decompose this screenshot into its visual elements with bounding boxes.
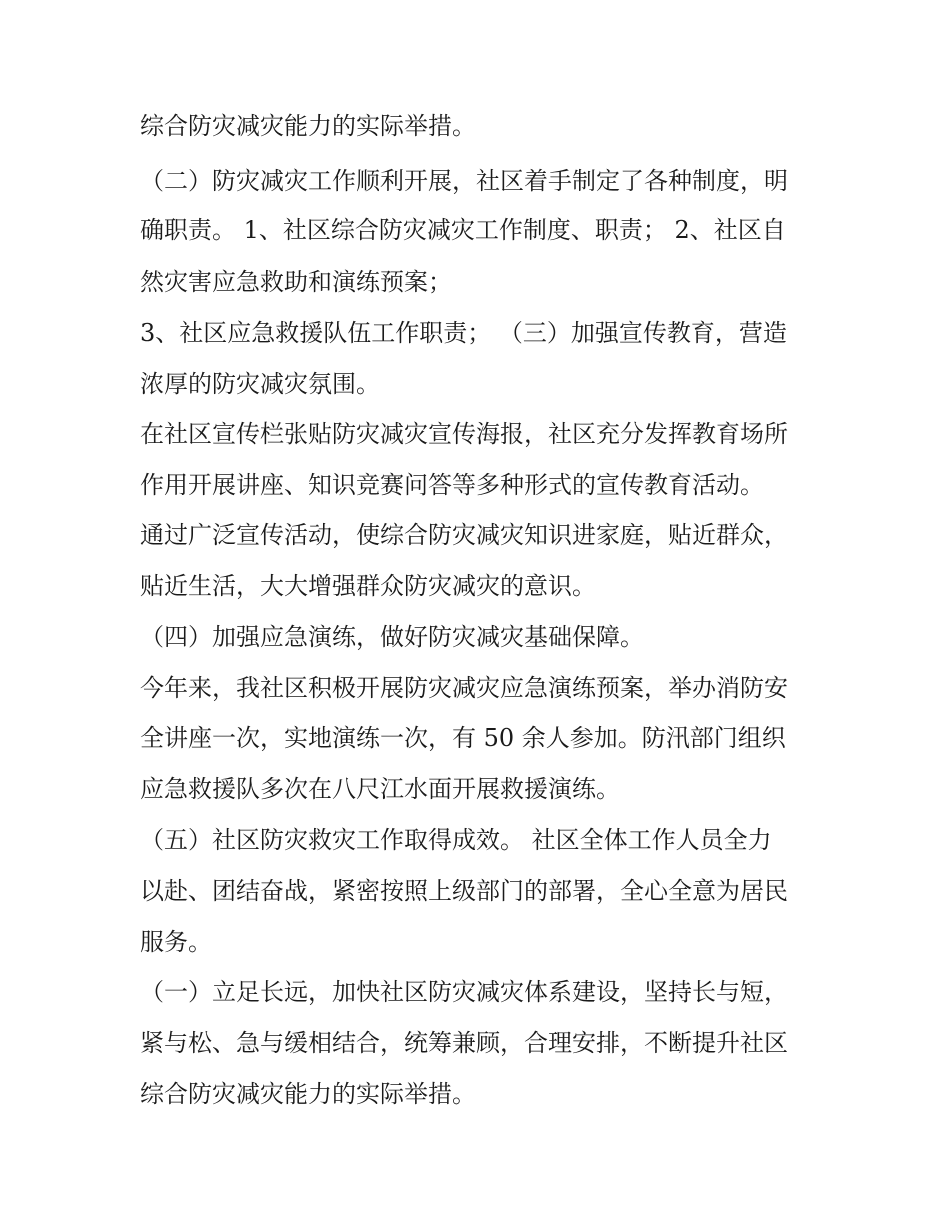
text-line: （五）社区防灾救灾工作取得成效。 社区全体工作人员全力 bbox=[140, 826, 772, 854]
text-line: 紧与松、急与缓相结合，统筹兼顾，合理安排，不断提升社区 bbox=[140, 1029, 788, 1057]
text-line: 全讲座一次，实地演练一次，有 50 余人参加。防汛部门组织 bbox=[140, 724, 786, 752]
text-line: 综合防灾减灾能力的实际举措。 bbox=[140, 112, 476, 140]
text-line: 贴近生活，大大增强群众防灾减灾的意识。 bbox=[140, 572, 596, 600]
text-line: （二）防灾减灾工作顺利开展，社区着手制定了各种制度，明 bbox=[140, 167, 788, 195]
text-line: 应急救援队多次在八尺江水面开展救援演练。 bbox=[140, 775, 620, 803]
text-line: 服务。 bbox=[140, 928, 212, 956]
text-line: 在社区宣传栏张贴防灾减灾宣传海报，社区充分发挥教育场所 bbox=[140, 420, 788, 448]
text-line: （四）加强应急演练，做好防灾减灾基础保障。 bbox=[140, 623, 644, 651]
text-line: 作用开展讲座、知识竞赛问答等多种形式的宣传教育活动。 bbox=[140, 471, 764, 499]
text-line: 综合防灾减灾能力的实际举措。 bbox=[140, 1080, 476, 1108]
text-line: 3、社区应急救援队伍工作职责； （三）加强宣传教育，营造 bbox=[140, 319, 787, 347]
text-line: 通过广泛宣传活动，使综合防灾减灾知识进家庭，贴近群众， bbox=[140, 521, 788, 549]
text-line: 确职责。 1、社区综合防灾减灾工作制度、职责； 2、社区自 bbox=[140, 216, 786, 244]
text-line: 浓厚的防灾减灾氛围。 bbox=[140, 370, 380, 398]
text-line: （一）立足长远，加快社区防灾减灾体系建设，坚持长与短， bbox=[140, 978, 788, 1006]
text-line: 然灾害应急救助和演练预案； bbox=[140, 268, 452, 296]
text-line: 今年来，我社区积极开展防灾减灾应急演练预案，举办消防安 bbox=[140, 674, 788, 702]
text-line: 以赴、团结奋战，紧密按照上级部门的部署，全心全意为居民 bbox=[140, 877, 788, 905]
